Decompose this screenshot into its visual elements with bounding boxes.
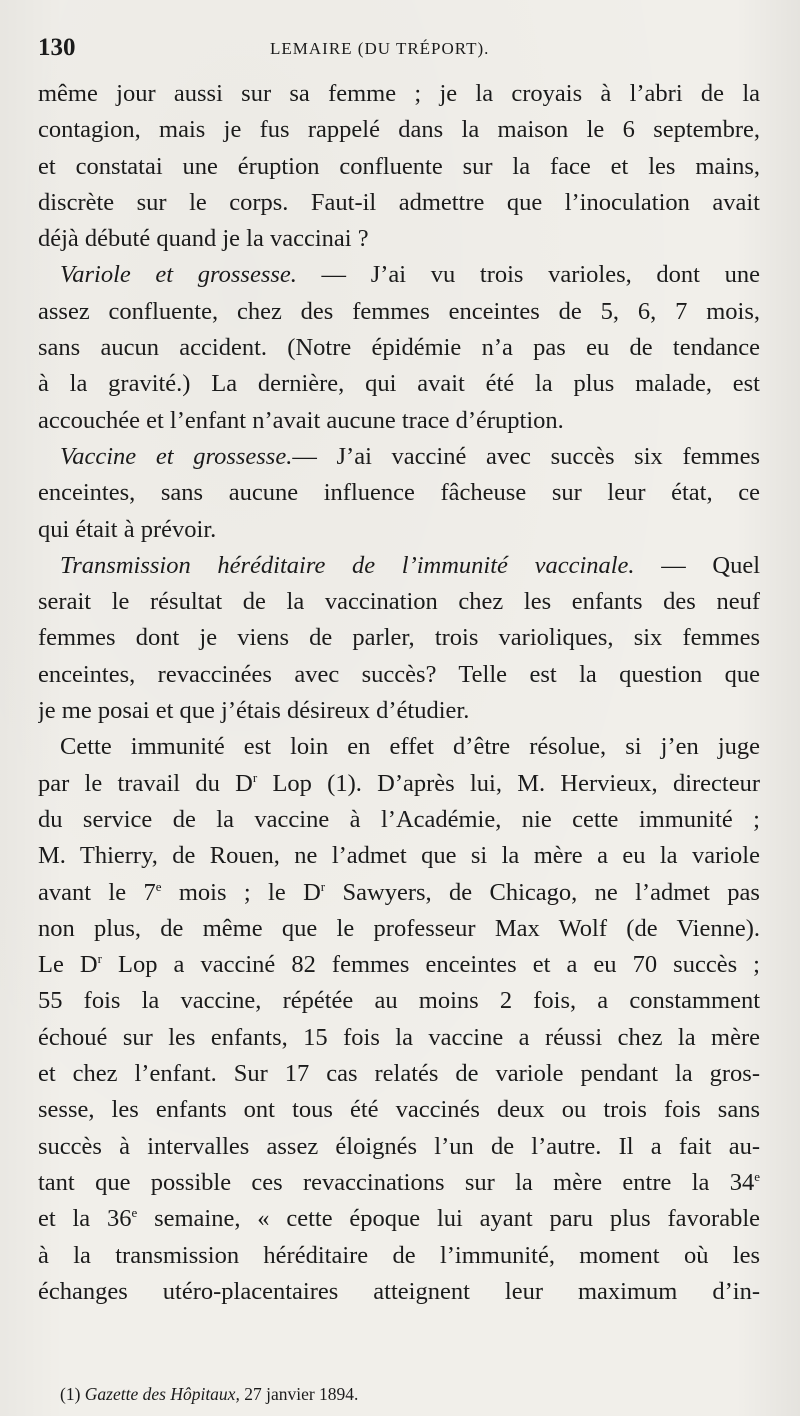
text-line: serait le résultat de la vaccination chez les enfants des neuf	[38, 588, 760, 616]
text-span: — J’ai vu trois varioles, dont une	[296, 261, 760, 289]
text-line: du service de la vaccine à l’Académie, nie cette immunité ;	[38, 805, 760, 833]
text-line: échanges utéro-placentaires atteignent leur maximum d’in-	[38, 1277, 760, 1305]
text-line: enceintes, sans aucune influence fâcheuse sur leur état, ce	[38, 479, 760, 507]
text-line	[38, 1165, 760, 1201]
text-line: et constatai une éruption confluente sur la face et les mains,	[38, 152, 760, 180]
footnote-marker: (1)	[60, 1384, 81, 1404]
text-line: non plus, de même que le professeur Max Wolf (de Vienne).	[38, 914, 760, 942]
section-line-transmission	[38, 548, 760, 584]
text-line: et chez l’enfant. Sur 17 cas relatés de variole pendant la gros-	[38, 1060, 760, 1088]
footnote-source: Gazette des Hôpitaux,	[84, 1384, 240, 1404]
superscript: r	[320, 878, 326, 894]
text-line: assez confluente, chez des femmes enceintes de 5, 6, 7 mois,	[38, 297, 760, 325]
text-line: sans aucun accident. (Notre épidémie n’a pas eu de tendance	[38, 334, 760, 362]
text-line: je me posai et que j’étais désireux d’étudier.	[38, 697, 470, 725]
text-line	[38, 766, 760, 802]
text-line: accouchée et l’enfant n’avait aucune trace d’éruption.	[38, 406, 564, 434]
text-line: à la gravité.) La dernière, qui avait été la plus malade, est	[38, 370, 760, 398]
footnote	[60, 1384, 358, 1405]
text-span: — J’ai vacciné avec succès six femmes	[292, 442, 760, 470]
text-line	[38, 1201, 760, 1237]
text-line: 55 fois la vaccine, répétée au moins 2 fois, a constamment	[38, 987, 760, 1015]
superscript: r	[97, 951, 102, 967]
text-line: contagion, mais je fus rappelé dans la maison le 6 septembre,	[38, 116, 760, 144]
section-heading-vaccine-grossesse: Vaccine et grossesse.	[60, 442, 293, 470]
section-line-vaccine	[38, 439, 760, 475]
text-line: déjà débuté quand je la vaccinai ?	[38, 225, 369, 253]
text-span: par le travail du D	[38, 769, 253, 797]
text-line: discrète sur le corps. Faut-il admettre que l’inoculation avait	[38, 188, 760, 216]
text-span: Le D	[38, 951, 98, 979]
footnote-date: 27 janvier 1894.	[244, 1384, 359, 1404]
superscript: e	[155, 878, 162, 894]
text-line: Cette immunité est loin en effet d’être résolue, si j’en juge	[60, 733, 760, 761]
text-line: M. Thierry, de Rouen, ne l’admet que si la mère a eu la variole	[38, 842, 760, 870]
text-span: tant que possible ces revaccinations sur la mère entre la 34	[38, 1168, 755, 1196]
section-heading-transmission: Transmission héréditaire de l’immunité vaccinale.	[60, 551, 635, 579]
text-span: Sawyers, de Chicago, ne l’admet pas	[325, 878, 760, 906]
text-line: échoué sur les enfants, 15 fois la vaccine a réussi chez la mère	[38, 1023, 760, 1051]
section-line-variole	[38, 257, 760, 293]
text-span: Lop (1). D’après lui, M. Hervieux, directeur	[257, 769, 760, 797]
text-line: qui était à prévoir.	[38, 515, 217, 543]
text-span: semaine, « cette époque lui ayant paru plus favorable	[137, 1205, 760, 1233]
text-span: — Quel	[634, 551, 760, 579]
text-span: et la 36	[38, 1205, 132, 1233]
page-header	[38, 34, 760, 68]
text-line: à la transmission héréditaire de l’immunité, moment où les	[38, 1241, 760, 1269]
text-span: avant le 7	[38, 878, 156, 906]
text-line: succès à intervalles assez éloignés l’un de l’autre. Il a fait au-	[38, 1132, 760, 1160]
text-line: sesse, les enfants ont tous été vaccinés deux ou trois fois sans	[38, 1096, 760, 1124]
text-line	[38, 947, 760, 983]
text-span: Lop a vacciné 82 femmes enceintes et a eu 70 succès ;	[101, 951, 760, 979]
section-heading-variole-grossesse: Variole et grossesse.	[60, 261, 297, 289]
superscript: r	[252, 769, 258, 785]
superscript: e	[754, 1168, 760, 1184]
text-line: enceintes, revaccinées avec succès? Telle est la question que	[38, 660, 760, 688]
body-text	[38, 76, 760, 1310]
text-line: femmes dont je viens de parler, trois varioliques, six femmes	[38, 624, 760, 652]
page-number: 130	[38, 34, 76, 61]
superscript: e	[131, 1205, 138, 1221]
text-line	[38, 875, 760, 911]
text-line: même jour aussi sur sa femme ; je la croyais à l’abri de la	[38, 80, 760, 107]
text-span: mois ; le D	[161, 878, 321, 906]
running-head: LEMAIRE (DU TRÉPORT).	[270, 39, 490, 58]
